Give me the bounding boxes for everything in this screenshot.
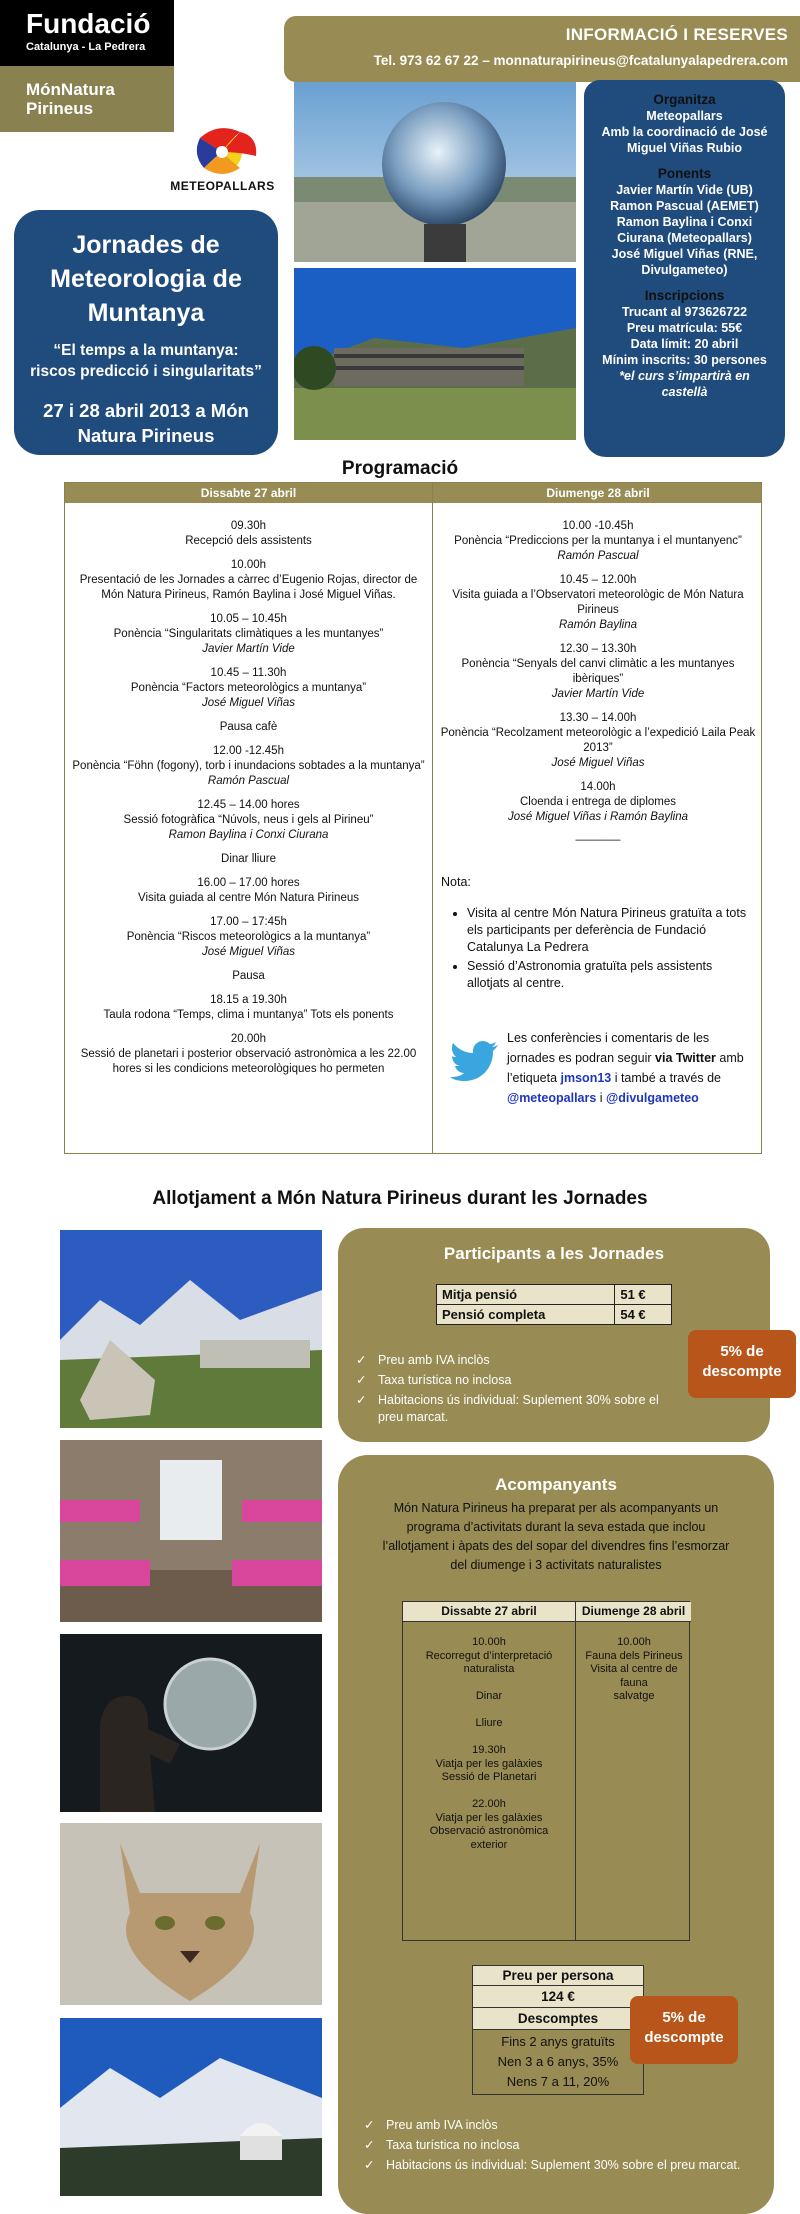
twitter-box (439, 1026, 757, 1116)
condition-text: Preu amb IVA inclòs (386, 2118, 498, 2132)
discount-item: Fins 2 anys gratuïts (501, 2034, 615, 2049)
entry-speaker: Ramón Baylina (559, 619, 637, 631)
program-entry (71, 720, 426, 735)
program-table (64, 482, 762, 1154)
program-entry (71, 666, 426, 711)
entry-description: Ponència “Recolzament meteorològic a l’expedició Laila Peak 2013” (440, 727, 756, 754)
ponent-line: Javier Martín Vide (UB) (616, 183, 753, 197)
entry-time: 10.05 – 10.45h (210, 613, 287, 625)
entry-time: Dinar lliure (221, 853, 276, 865)
entry-description: Ponència “Prediccions per la muntanya i el muntanyenc” (454, 535, 742, 547)
program-entry (71, 519, 426, 549)
entry-time: Pausa cafè (219, 721, 278, 733)
notes (441, 874, 753, 994)
entry-time: Pausa (232, 970, 265, 982)
condition-text: Taxa turística no inclosa (378, 1373, 512, 1387)
condition-item (364, 2157, 744, 2174)
program-entry (71, 558, 426, 603)
entry-time: 10.45 – 11.30h (210, 667, 287, 679)
brand-subtitle: Catalunya - La Pedrera (26, 41, 146, 53)
check-icon: ✓ (356, 1353, 367, 1367)
ponent-line: Ciurana (Meteopallars) (617, 231, 752, 245)
board-price: 51 € (615, 1285, 672, 1305)
organitza-line: Miguel Viñas Rubio (626, 141, 743, 155)
board-type: Mitja pensió (437, 1285, 615, 1305)
condition-item (364, 2137, 744, 2154)
day1-header: Dissabte 27 abril (200, 486, 297, 500)
organitza-line: Meteopallars (646, 109, 723, 123)
ponents-heading: Ponents (657, 166, 712, 181)
activity-line (407, 1785, 571, 1799)
entry-speaker: Ramón Pascual (557, 550, 639, 562)
entry-description: Ponència “Singularitats climàtiques a les muntanyes” (113, 628, 384, 640)
ponent-line: José Miguel Viñas (RNE, (611, 247, 758, 261)
info-contact[interactable]: Tel. 973 62 67 22 – monnaturapirineus@fcatalunyalapedrera.com (373, 53, 788, 68)
inscripcio-line: Preu matrícula: 55€ (626, 321, 743, 335)
info-banner (284, 16, 800, 82)
brand-name: Fundació (26, 8, 151, 39)
day2-header: Diumenge 28 abril (546, 486, 650, 500)
price-row (437, 1305, 672, 1325)
discount-item: Nen 3 a 6 anys, 35% (497, 2054, 619, 2069)
activity-line: 22.00h (472, 1798, 506, 1810)
activity-line (407, 1704, 571, 1718)
mon-line1: MónNatura (26, 80, 115, 99)
entry-description: Ponència “Riscos meteorològics a la muntanya” (126, 931, 371, 943)
entry-time: 10.00h (230, 559, 267, 571)
participants-price-table (436, 1284, 672, 1325)
activity-line: Dinar (475, 1690, 503, 1702)
companions-sunday (579, 1636, 689, 1704)
bedroom-photo (60, 1440, 322, 1622)
activity-line (407, 1731, 571, 1745)
companions-conditions (364, 2117, 744, 2177)
program-entry (439, 573, 757, 633)
program-entry (439, 711, 757, 771)
program-entry (71, 744, 426, 789)
entry-speaker: Javier Martín Vide (202, 643, 295, 655)
price-row (437, 1285, 672, 1305)
organitza-heading: Organitza (653, 92, 716, 107)
entry-time: 12.30 – 13.30h (559, 643, 637, 655)
program-entry (71, 612, 426, 657)
activity-line: 19.30h (472, 1744, 506, 1756)
fundacio-logo (0, 0, 174, 66)
check-icon: ✓ (364, 2158, 375, 2172)
entry-time: 13.30 – 14.00h (559, 712, 637, 724)
companions-box (338, 1455, 774, 2214)
check-icon: ✓ (356, 1393, 367, 1407)
condition-item (356, 1352, 686, 1369)
inscripcio-line: Trucant al 973626722 (621, 305, 748, 319)
date-line1: 27 i 28 abril 2013 a Món (43, 400, 249, 421)
hashtag-link[interactable]: jmson13 (560, 1071, 612, 1085)
board-type: Pensió completa (437, 1305, 615, 1325)
activity-line: Viatja per les galàxies (435, 1811, 543, 1824)
entry-speaker: José Miguel Viñas (201, 697, 296, 709)
entry-time: 17.00 – 17:45h (210, 916, 287, 928)
mon-line2: Pirineus (26, 99, 94, 118)
inscripcions-heading: Inscripcions (644, 288, 725, 303)
note-item: • Sessió d’Astronomia gratuïta pels assistents allotjats al centre. (467, 958, 753, 992)
center-building-photo (294, 268, 576, 440)
program-entry (71, 876, 426, 906)
badge-line: 5% de (662, 2009, 706, 2026)
entry-description: Cloenda i entrega de diplomes (520, 796, 676, 808)
companions-intro: Món Natura Pirineus ha preparat per als acompanyants un programa d’activitats durant la seva estada que inclou l’allotjament i àpats des del sopar del divendres fins l’esmorzar del diumenge i 3 activitats naturalistes (382, 1501, 730, 1572)
twitter-text-part: i també a través de (611, 1071, 722, 1085)
entry-speaker: Ramón Pascual (207, 775, 290, 787)
activity-line: salvatge (613, 1690, 655, 1702)
check-icon: ✓ (356, 1373, 367, 1387)
activity-line: Visita al centre de fauna (590, 1663, 678, 1689)
separator: _______ (575, 829, 621, 841)
divulgameteo-link[interactable]: @divulgameteo (606, 1091, 699, 1105)
program-entry (71, 915, 426, 960)
board-price: 54 € (615, 1305, 672, 1325)
twitter-emphasis: via Twitter (655, 1051, 716, 1065)
twitter-text-part: i (596, 1091, 607, 1105)
activity-line: Recorregut d’interpretació (425, 1649, 553, 1662)
badge-line: descompte (702, 1363, 782, 1380)
entry-description: Presentació de les Jornades a càrrec d’Eugenio Rojas, director de Món Natura Pirineus, Ramón Baylina i José Miguel Viñas. (79, 574, 418, 601)
condition-item (364, 2117, 744, 2134)
companions-title: Acompanyants (495, 1475, 617, 1494)
entry-description: Taula rodona “Temps, clima i muntanya” Tots els ponents (103, 1009, 394, 1021)
participants-discount-badge (688, 1330, 796, 1398)
subtitle (22, 340, 270, 382)
entry-speaker: Javier Martín Vide (551, 688, 645, 700)
title-line1: Jornades de (72, 231, 220, 259)
entry-speaker: José Miguel Viñas (551, 757, 645, 769)
note-item: • Visita al centre Món Natura Pirineus gratuïta a tots els participants per deferència de Fundació Catalunya La Pedrera (467, 905, 753, 956)
program-header-row (65, 483, 761, 503)
title-line2: Meteorologia de (50, 265, 242, 293)
discounts-heading: Descomptes (473, 2008, 643, 2030)
entry-description: Ponència “Factors meteorològics a muntanya” (130, 682, 367, 694)
entry-description: Sessió de planetari i posterior observació astronòmica a les 22.00 hores si les condicions meteorològiques ho permeten (80, 1048, 417, 1075)
companions-day1-header: Dissabte 27 abril (403, 1602, 575, 1622)
date-line2: Natura Pirineus (77, 425, 215, 446)
ponent-line: Divulgameteo) (641, 263, 728, 277)
observatory-photo (60, 2018, 322, 2196)
companions-day2-header: Diumenge 28 abril (576, 1602, 691, 1622)
subtitle-line1: “El temps a la muntanya: (53, 342, 239, 359)
rock-landscape-photo (60, 1230, 322, 1428)
meteopallars-link[interactable]: @meteopallars (507, 1091, 597, 1105)
entry-speaker: José Miguel Viñas (201, 946, 296, 958)
entry-description: Visita guiada a l’Observatori meteorològic de Món Natura Pirineus (452, 589, 744, 616)
entry-description: Visita guiada al centre Món Natura Pirineus (138, 892, 359, 904)
column-divider (575, 1602, 576, 1940)
twitter-text-part: Les conferències i comentaris de les jornades es podran seguir (507, 1031, 710, 1065)
entry-time: 20.00h (230, 1033, 267, 1045)
activity-line: Fauna dels Pirineus (585, 1649, 683, 1662)
condition-text: Habitacions ús individual: Suplement 30% sobre el preu marcat. (386, 2158, 741, 2172)
inscripcio-line: Mínim inscrits: 30 persones (602, 353, 767, 367)
entry-time: 12.45 – 14.00 hores (197, 799, 300, 811)
language-note: castellà (661, 385, 708, 399)
program-entry (439, 780, 757, 825)
activity-line (407, 1677, 571, 1691)
activity-line: Viatja per les galàxies (435, 1757, 543, 1770)
price-value: 124 € (473, 1986, 643, 2008)
condition-text: Taxa turística no inclosa (386, 2138, 520, 2152)
entry-time: 12.00 -12.45h (213, 745, 284, 757)
meteopallars-logo (170, 118, 275, 198)
title-line3: Muntanya (87, 299, 205, 327)
participants-title: Participants a les Jornades (443, 1244, 665, 1263)
companions-saturday (407, 1636, 571, 1852)
ponent-line: Ramon Pascual (AEMET) (610, 199, 759, 213)
activity-line: Lliure (475, 1717, 503, 1729)
organitza-line: Amb la coordinació de José (601, 125, 768, 139)
activity-line: 10.00h (472, 1636, 506, 1648)
activity-line: 10.00h (617, 1636, 651, 1648)
activity-line: naturalista (463, 1663, 515, 1675)
meteopallars-text: METEOPALLARS (170, 179, 275, 193)
planetarium-photo (60, 1634, 322, 1812)
check-icon: ✓ (364, 2138, 375, 2152)
monnatura-logo (0, 66, 174, 132)
entry-speaker: José Miguel Viñas i Ramón Baylina (507, 811, 689, 823)
entry-time: 10.45 – 12.00h (559, 574, 637, 586)
accommodation-title: Allotjament a Món Natura Pirineus durant les Jornades (152, 1188, 648, 1209)
meteopallars-sun-icon (170, 118, 275, 180)
companions-prices (472, 1965, 644, 2095)
badge-line: 5% de (720, 1343, 764, 1360)
program-entry (439, 642, 757, 702)
program-entry (71, 1032, 426, 1077)
twitter-text-part: amb l’etiqueta (507, 1051, 744, 1085)
sunday-column (439, 519, 757, 852)
entry-speaker: Ramon Baylina i Conxi Ciurana (168, 829, 329, 841)
companions-activities-table (402, 1601, 690, 1941)
twitter-bird-icon (449, 1040, 499, 1082)
entry-time: 18.15 a 19.30h (210, 994, 287, 1006)
price-heading: Preu per persona (473, 1966, 643, 1986)
badge-line: descompte (644, 2029, 724, 2046)
entry-description: Ponència “Föhn (fogony), torb i inundacions sobtades a la muntanya” (72, 760, 425, 772)
program-entry (71, 993, 426, 1023)
notes-heading: Nota: (441, 875, 471, 889)
check-icon: ✓ (364, 2118, 375, 2132)
entry-time: 09.30h (230, 520, 267, 532)
companions-discount-badge (630, 1996, 738, 2064)
crystal-ball-photo (294, 82, 576, 262)
condition-item (356, 1372, 686, 1389)
lynx-photo (60, 1823, 322, 2005)
condition-text: Habitacions ús individual: Suplement 30% sobre el preu marcat. (378, 1393, 659, 1424)
event-title-box (14, 210, 278, 455)
activity-line: exterior (470, 1838, 508, 1851)
condition-item (356, 1392, 686, 1426)
language-note: *el curs s’impartirà en (619, 369, 750, 383)
entry-description: Ponència “Senyals del canvi climàtic a les muntanyes ibèriques” (461, 658, 735, 685)
info-title: INFORMACIÓ I RESERVES (565, 25, 788, 44)
activity-line: Sessió de Planetari (441, 1771, 537, 1783)
condition-text: Preu amb IVA inclòs (378, 1353, 490, 1367)
entry-time: 10.00 -10.45h (562, 520, 634, 532)
column-divider (432, 483, 433, 1153)
entry-time: 14.00h (580, 781, 616, 793)
participants-conditions (356, 1352, 686, 1429)
ponent-line: Ramon Baylina i Conxi (616, 215, 753, 229)
subtitle-line2: riscos predicció i singularitats” (30, 363, 262, 380)
event-info-box (584, 80, 785, 457)
discounts-list (473, 2030, 643, 2094)
program-entry (71, 969, 426, 984)
program-entry (71, 798, 426, 843)
entry-time: 16.00 – 17.00 hores (197, 877, 300, 889)
program-entry (71, 852, 426, 867)
program-title: Programació (341, 458, 459, 479)
notes-list (467, 905, 753, 992)
inscripcio-line: Data límit: 20 abril (630, 337, 739, 351)
program-entry (439, 519, 757, 564)
entry-description: Recepció dels assistents (185, 535, 312, 547)
twitter-text (507, 1028, 752, 1108)
discount-item: Nens 7 a 11, 20% (506, 2074, 610, 2089)
saturday-column (71, 519, 426, 1086)
activity-line: Observació astronòmica (429, 1825, 549, 1837)
entry-description: Sessió fotogràfica “Núvols, neus i gels al Pirineu” (123, 814, 374, 826)
event-dates (22, 398, 270, 448)
